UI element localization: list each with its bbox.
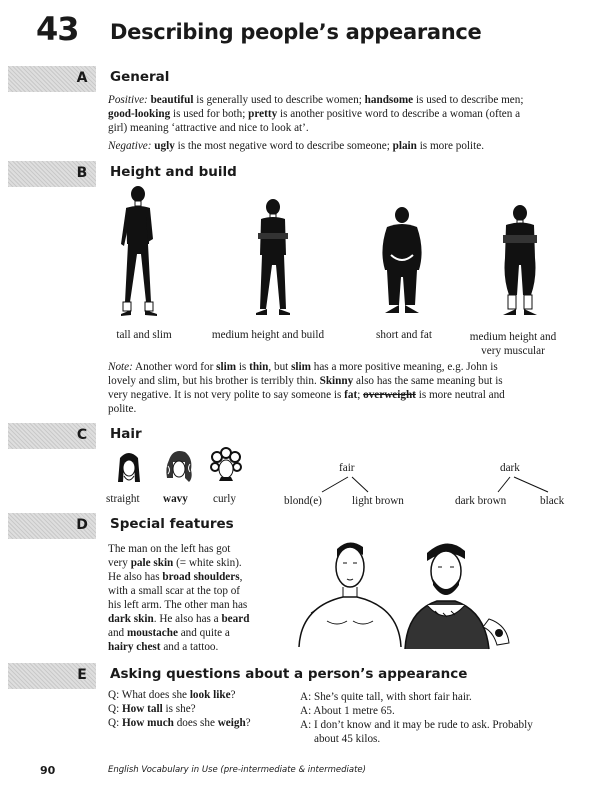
men-illustration [297, 535, 527, 653]
text: and [108, 627, 127, 639]
section-e-letter: E [77, 667, 87, 683]
text: is she? [162, 703, 196, 715]
text: and quite a [177, 627, 230, 639]
features-text [108, 542, 298, 654]
general-line-2 [108, 107, 568, 121]
features-line-2 [108, 556, 298, 570]
section-b-letter: B [76, 165, 88, 181]
caption-muscular-line-2: very muscular [481, 345, 545, 357]
word-thin: thin [249, 361, 269, 373]
text: is generally used to describe women; [193, 94, 365, 106]
text: . He also has a [153, 613, 222, 625]
general-line-3: girl) meaning ‘attractive and nice to look at’. [108, 122, 309, 134]
features-line-3 [108, 570, 298, 584]
answer-3-line-1: A: I don’t know and it may be rude to ask. Probably [300, 719, 533, 731]
hair-dark: dark [500, 462, 520, 474]
text: , but [268, 361, 292, 373]
section-e-title: Asking questions about a person’s appearance [110, 666, 468, 682]
word-how-much: How much [121, 717, 174, 729]
word-slim: slim [216, 361, 237, 373]
answer-3-line-2: about 45 kilos. [314, 733, 381, 745]
page-number: 90 [40, 764, 56, 777]
word-ugly: ugly [154, 140, 175, 152]
answer-1: A: She’s quite tall, with short fair hair. [300, 691, 472, 703]
word-hairy-chest: hairy chest [108, 641, 161, 653]
figure-medium-build [250, 197, 296, 322]
section-d-title: Special features [110, 516, 234, 532]
word-moustache: moustache [126, 627, 178, 639]
general-text [108, 93, 568, 153]
word-slim: slim [291, 361, 311, 373]
features-line-4: with a small scar at the top of [108, 585, 241, 597]
hair-fair: fair [339, 462, 355, 474]
hair-curly: curly [213, 493, 236, 505]
text: does she [173, 717, 218, 729]
word-overweight: overweight [363, 389, 416, 401]
caption-muscular [455, 330, 571, 358]
hair-color-tree-lines [300, 474, 590, 496]
word-good-looking: good-looking [108, 108, 171, 120]
note-line-1 [108, 360, 568, 374]
text: is another positive word to describe a woman (often a [277, 108, 521, 120]
unit-title: Describing people’s appearance [110, 20, 482, 44]
features-line-7 [108, 626, 298, 640]
general-line-4 [108, 139, 568, 153]
features-line-5: his left arm. The other man has [108, 599, 248, 611]
text: Q: What does she [108, 689, 190, 701]
features-line-1: The man on the left has got [108, 543, 231, 555]
curly-hair-icon [209, 447, 243, 485]
text: Another word for [132, 361, 217, 373]
word-pale-skin: pale skin [130, 557, 174, 569]
caption-tall-slim: tall and slim [116, 329, 172, 341]
text: has a more positive meaning, e.g. John is [310, 361, 498, 373]
text: , [239, 571, 243, 583]
text: also has the same meaning but is [353, 375, 503, 387]
unit-number: 43 [36, 10, 79, 48]
caption-muscular-line-1: medium height and [469, 331, 557, 343]
text: very [108, 557, 131, 569]
text: ? [230, 689, 236, 701]
word-weigh: weigh [217, 717, 246, 729]
text: is more polite. [416, 140, 485, 152]
hair-blond: blond(e) [284, 495, 322, 507]
note-line-4: polite. [108, 403, 137, 415]
word-handsome: handsome [364, 94, 414, 106]
hair-dark-brown: dark brown [455, 495, 507, 507]
word-fat: fat [344, 389, 358, 401]
hair-straight: straight [106, 493, 140, 505]
text: and a tattoo. [160, 641, 219, 653]
features-line-8 [108, 640, 298, 654]
word-beard: beard [221, 613, 250, 625]
word-pretty: pretty [248, 108, 278, 120]
note-line-3 [108, 388, 568, 402]
build-note [108, 360, 568, 416]
word-plain: plain [392, 140, 417, 152]
text: is used for both; [170, 108, 249, 120]
question-1 [108, 688, 236, 702]
text: He also has [108, 571, 163, 583]
positive-label: Positive: [108, 94, 148, 106]
text: ; [357, 389, 364, 401]
question-2 [108, 702, 196, 716]
hair-wavy: wavy [163, 493, 188, 505]
word-beautiful: beautiful [150, 94, 194, 106]
section-b-title: Height and build [110, 164, 237, 180]
text: is the most negative word to describe someone; [174, 140, 393, 152]
hair-black: black [540, 495, 565, 507]
section-a-letter: A [76, 70, 88, 86]
section-a-title: General [110, 69, 170, 85]
word-dark-skin: dark skin [108, 613, 154, 625]
answer-2: A: About 1 metre 65. [300, 705, 395, 717]
text: (= white skin). [173, 557, 242, 569]
general-line-1 [108, 93, 568, 107]
note-line-2 [108, 374, 568, 388]
word-how-tall: How tall [121, 703, 163, 715]
features-line-6 [108, 612, 298, 626]
straight-hair-icon [114, 448, 144, 484]
text: Q: [108, 717, 122, 729]
wavy-hair-icon [163, 448, 195, 484]
figure-muscular [497, 203, 543, 325]
text: lovely and slim, but his brother is terribly thin. [108, 375, 320, 387]
section-c-letter: C [76, 427, 88, 443]
hair-light-brown: light brown [352, 495, 404, 507]
text: ? [245, 717, 251, 729]
caption-medium-build: medium height and build [211, 329, 325, 341]
caption-short-fat: short and fat [376, 329, 432, 341]
question-3 [108, 716, 251, 730]
word-skinny: Skinny [319, 375, 354, 387]
word-look-like: look like [189, 689, 231, 701]
text: is [236, 361, 250, 373]
word-broad-shoulders: broad shoulders [162, 571, 240, 583]
text: Q: [108, 703, 122, 715]
figure-short-fat [377, 205, 427, 320]
section-c-title: Hair [110, 426, 142, 442]
text: is used to describe men; [413, 94, 524, 106]
answer-3 [300, 718, 580, 746]
note-label: Note: [108, 361, 133, 373]
book-title: English Vocabulary in Use (pre-intermediate & intermediate) [108, 765, 366, 775]
negative-label: Negative: [108, 140, 152, 152]
text: is more neutral and [415, 389, 505, 401]
text: very negative. It is not very polite to say someone is [108, 389, 345, 401]
figure-tall-slim [113, 184, 163, 324]
section-d-letter: D [76, 517, 88, 533]
